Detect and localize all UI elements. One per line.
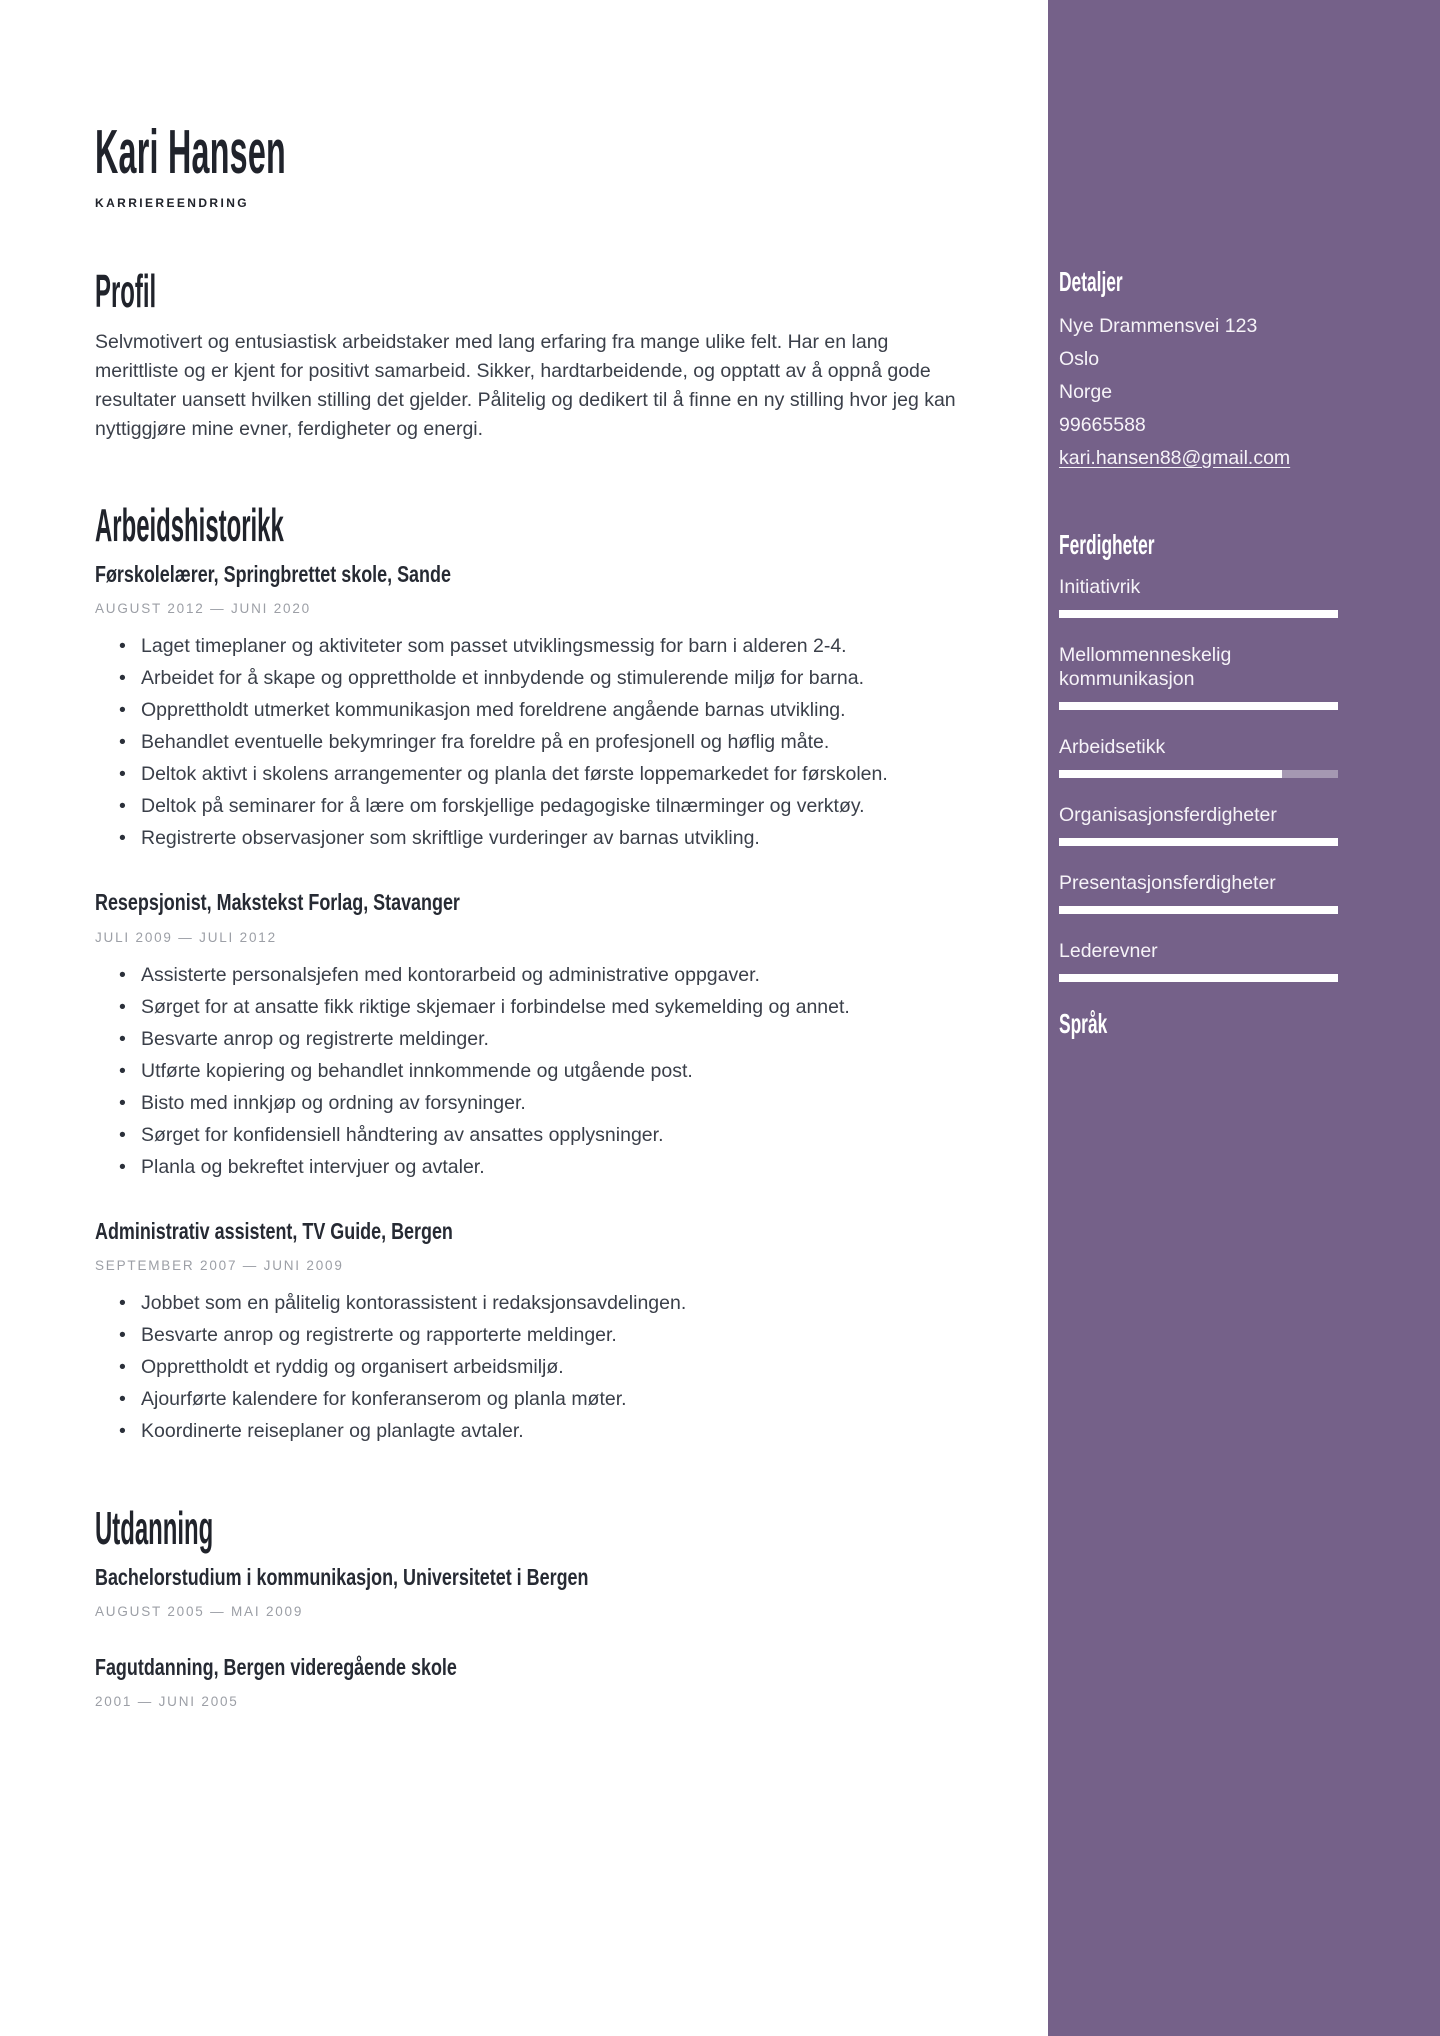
- job-bullet: • Laget timeplaner og aktiviteter som passet utviklingsmessig for barn i alderen 2-4.: [141, 630, 963, 662]
- job-title: Administrativ assistent, TV Guide, Bergen: [95, 1217, 453, 1244]
- education-title: Bachelorstudium i kommunikasjon, Universitetet i Bergen: [95, 1563, 589, 1590]
- phone-number: 99665588: [1059, 414, 1146, 436]
- email-link[interactable]: kari.hansen88@gmail.com: [1059, 447, 1291, 469]
- skill-bar-track: [1059, 610, 1338, 618]
- job-bullet: • Ajourførte kalendere for konferanserom og planla møter.: [141, 1383, 963, 1415]
- skill-bar-track: [1059, 838, 1338, 846]
- skill-item: [1059, 735, 1338, 778]
- job-bullet: • Arbeidet for å skape og opprettholde et innbydende og stimulerende miljø for barna.: [141, 662, 963, 694]
- job-bullet-list: [95, 1287, 963, 1447]
- skill-label: Presentasjonsferdigheter: [1059, 872, 1276, 894]
- education-section-heading: [95, 1501, 963, 1554]
- skill-bar-fill: [1059, 610, 1338, 618]
- skill-bar-track: [1059, 702, 1338, 710]
- skill-bar-fill: [1059, 974, 1338, 982]
- skill-bar-fill: [1059, 770, 1282, 778]
- job-bullet: • Sørget for konfidensiell håndtering av ansattes opplysninger.: [141, 1119, 963, 1151]
- education-period: AUGUST 2005 — MAI 2009: [95, 1604, 304, 1620]
- education-title-row: [95, 1565, 963, 1590]
- job-title-row: [95, 890, 963, 915]
- skill-label: Organisasjonsferdigheter: [1059, 804, 1277, 826]
- country: Norge: [1059, 381, 1113, 403]
- skill-label: Lederevner: [1059, 940, 1158, 962]
- job-entry: [95, 1219, 963, 1447]
- job-period: SEPTEMBER 2007 — JUNI 2009: [95, 1257, 344, 1273]
- details-section-heading: [1059, 268, 1338, 296]
- address-line: Nye Drammensvei 123: [1059, 315, 1258, 337]
- education-heading-text: Utdanning: [95, 1501, 214, 1554]
- job-period: AUGUST 2012 — JUNI 2020: [95, 601, 311, 617]
- profile-heading-text: Profil: [95, 265, 157, 317]
- job-bullet: • Utførte kopiering og behandlet innkommende og utgående post.: [141, 1055, 963, 1087]
- job-title: Førskolelærer, Springbrettet skole, Sande: [95, 561, 451, 587]
- skill-item: [1059, 643, 1338, 710]
- skill-label: Initiativrik: [1059, 576, 1141, 598]
- main-content: [95, 118, 963, 1710]
- skill-bar-fill: [1059, 838, 1338, 846]
- education-list: [95, 1565, 963, 1710]
- education-entry: [95, 1565, 963, 1619]
- skill-bar-track: [1059, 906, 1338, 914]
- skill-item: [1059, 871, 1338, 914]
- job-bullet: • Deltok på seminarer for å lære om forskjellige pedagogiske tilnærminger og verktøy.: [141, 790, 963, 822]
- contact-details: [1059, 310, 1338, 475]
- profile-text: Selvmotivert og entusiastisk arbeidstaker med lang erfaring fra mange ulike felt. Har en lang merittliste og er kjent for positivt samarbeid. Sikker, hardtarbeidende, og opptatt av å oppnå gode resultater uansett hvilken stilling det gjelder. Pålitelig og dedikert til å finne en ny stilling hvor jeg kan nyttiggjøre mine evner, ferdigheter og energi.: [95, 331, 956, 440]
- education-period: 2001 — JUNI 2005: [95, 1694, 239, 1710]
- languages-section-heading: [1059, 1010, 1338, 1038]
- job-bullet: • Besvarte anrop og registrerte og rapporterte meldinger.: [141, 1319, 963, 1351]
- skill-bar-fill: [1059, 906, 1338, 914]
- job-bullet: • Behandlet eventuelle bekymringer fra foreldre på en profesjonell og høflig måte.: [141, 726, 963, 758]
- work-section-heading: [95, 499, 963, 551]
- skill-item: [1059, 803, 1338, 846]
- job-bullet-list: [95, 959, 963, 1183]
- job-entry: [95, 562, 963, 854]
- job-title-row: [95, 1219, 963, 1244]
- email-row: [1059, 442, 1338, 475]
- skills-heading-text: Ferdigheter: [1059, 529, 1155, 560]
- job-bullet: • Sørget for at ansatte fikk riktige skjemaer i forbindelse med sykemelding og annet.: [141, 991, 963, 1023]
- skill-bar-track: [1059, 974, 1338, 982]
- job-bullet: • Bisto med innkjøp og ordning av forsyninger.: [141, 1087, 963, 1119]
- details-heading-text: Detaljer: [1059, 266, 1123, 297]
- job-bullet: • Assisterte personalsjefen med kontorarbeid og administrative oppgaver.: [141, 959, 963, 991]
- job-bullet: • Deltok aktivt i skolens arrangementer og planla det første loppemarkedet for førskolen.: [141, 758, 963, 790]
- job-bullet: • Koordinerte reiseplaner og planlagte avtaler.: [141, 1415, 963, 1447]
- page-title: Kari Hansen: [95, 118, 287, 187]
- skill-label: Mellommenneskelig kommunikasjon: [1059, 644, 1232, 690]
- skill-bar-fill: [1059, 702, 1338, 710]
- city: Oslo: [1059, 348, 1100, 370]
- job-bullet-list: [95, 630, 963, 854]
- job-bullet: • Opprettholdt utmerket kommunikasjon med foreldrene angående barnas utvikling.: [141, 694, 963, 726]
- job-list: [95, 562, 963, 1447]
- job-period: JULI 2009 — JULI 2012: [95, 929, 277, 945]
- job-title-row: [95, 562, 963, 587]
- job-bullet: • Registrerte observasjoner som skriftlige vurderinger av barnas utvikling.: [141, 822, 963, 854]
- job-bullet: • Jobbet som en pålitelig kontorassistent i redaksjonsavdelingen.: [141, 1287, 963, 1319]
- skills-section-heading: [1059, 531, 1338, 559]
- languages-heading-text: Språk: [1059, 1008, 1108, 1039]
- job-bullet: • Planla og bekreftet intervjuer og avtaler.: [141, 1151, 963, 1183]
- job-bullet: • Besvarte anrop og registrerte meldinger.: [141, 1023, 963, 1055]
- skill-item: [1059, 939, 1338, 982]
- job-entry: [95, 890, 963, 1182]
- job-bullet: • Opprettholdt et ryddig og organisert arbeidsmiljø.: [141, 1351, 963, 1383]
- sidebar: [1048, 0, 1440, 2036]
- skill-item: [1059, 575, 1338, 618]
- education-entry: [95, 1655, 963, 1709]
- skill-list: [1059, 575, 1338, 982]
- skill-label: Arbeidsetikk: [1059, 736, 1166, 758]
- education-title-row: [95, 1655, 963, 1680]
- profile-section-heading: [95, 265, 963, 317]
- work-heading-text: Arbeidshistorikk: [95, 499, 284, 551]
- education-title: Fagutdanning, Bergen videregående skole: [95, 1654, 457, 1681]
- subtitle: KARRIEREENDRING: [95, 196, 250, 210]
- skill-bar-track: [1059, 770, 1338, 778]
- job-title: Resepsjonist, Makstekst Forlag, Stavanger: [95, 889, 460, 916]
